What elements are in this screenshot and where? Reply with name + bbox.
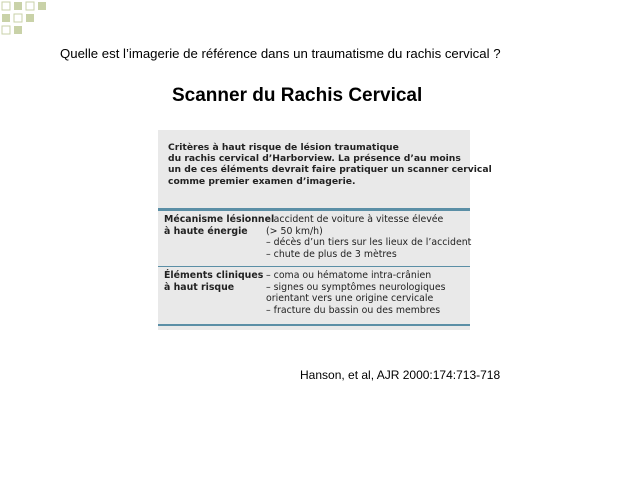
row-label-line: à haute énergie — [164, 225, 248, 237]
row-item: – signes ou symptômes neurologiques — [266, 281, 446, 293]
criteria-table-figure — [158, 130, 492, 330]
row-items — [266, 270, 446, 316]
table-top-rule — [158, 208, 470, 211]
slide-question: Quelle est l’imagerie de référence dans un traumatisme du rachis cervical ? — [60, 46, 501, 61]
row-item: – chute de plus de 3 mètres — [266, 248, 397, 260]
caption-line: Critères à haut risque de lésion traumatique — [168, 142, 399, 153]
row-label-line: Mécanisme lésionnel — [164, 214, 275, 225]
row-items — [266, 214, 471, 260]
corner-decoration — [0, 0, 60, 40]
row-label — [164, 214, 274, 237]
caption-line: un de ces éléments devrait faire pratiquer un scanner cervical — [168, 164, 492, 176]
slide-title: Scanner du Rachis Cervical — [172, 85, 423, 106]
row-label-line: Éléments cliniques — [164, 270, 264, 281]
table-bottom-rule — [158, 324, 470, 326]
row-item: – coma ou hématome intra-crânien — [266, 270, 432, 281]
row-item: (> 50 km/h) — [266, 225, 323, 237]
caption-line: du rachis cervical d’Harborview. La présence d’au moins — [168, 153, 461, 165]
caption-line: comme premier examen d’imagerie. — [168, 175, 356, 187]
row-item: orientant vers une origine cervicale — [266, 293, 434, 305]
figure-caption — [168, 142, 492, 187]
table-mid-rule — [158, 266, 470, 267]
row-label — [164, 270, 263, 293]
citation: Hanson, et al, AJR 2000:174:713-718 — [300, 368, 501, 382]
row-label-line: à haut risque — [164, 281, 235, 293]
row-item: – décès d’un tiers sur les lieux de l’accident — [266, 237, 472, 249]
row-item: – fracture du bassin ou des membres — [266, 304, 441, 316]
row-item: – accident de voiture à vitesse élevée — [266, 214, 444, 225]
